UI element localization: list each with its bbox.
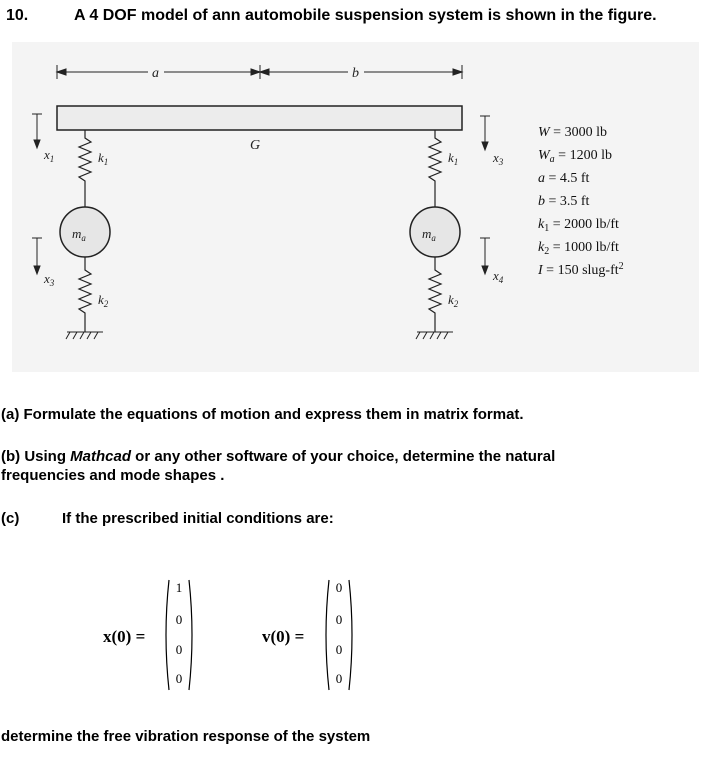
x4-label: $x_4$ [493,268,504,285]
suspension-figure [12,42,699,372]
left-wheel-mass [60,207,110,257]
question-b-rest: or any other software of your choice, determine the natural [131,448,556,465]
question-b-line2: frequencies and mode shapes . [1,467,225,484]
v0-entry-2: 0 [335,612,343,627]
x0-entry-2: 0 [175,612,183,627]
left-k1-label: $k_1$ [98,150,109,167]
question-b-prefix: (b) Using [1,448,71,465]
question-final: determine the free vibration response of the system [1,728,371,745]
dim-a-label: a [152,66,159,81]
svg-text:Wa = 1200 lb: $W_a = 1200$ lb [538,148,612,165]
x2-label: $x_3$ [493,150,504,167]
question-c-label: (c) [1,510,20,527]
x0-entry-3: 0 [175,642,183,657]
question-b-software: Mathcad [70,448,131,465]
right-ma-label: $m_a$ [422,226,436,243]
right-k2-label: $k_2$ [448,292,459,309]
question-c-text: If the prescribed initial conditions are: [62,510,334,527]
right-wheel-mass [410,207,460,257]
x0-label: x(0) = [103,627,146,646]
svg-text:k2 = 1000 lb/ft: $k_2 = 1000$ lb/ft [538,240,619,257]
v0-entry-3: 0 [335,642,343,657]
svg-text:W = 3000 lb: W = 3000 lb [538,125,607,140]
x0-entry-4: 0 [175,671,183,686]
right-k1-label: $k_1$ [448,150,459,167]
x0-vector [162,578,196,692]
svg-text:k1 = 2000 lb/ft: $k_1 = 2000$ lb/ft [538,217,619,234]
question-b-line1 [1,448,555,465]
question-a: (a) Formulate the equations of motion and express them in matrix format. [1,406,524,423]
v0-entry-4: 0 [335,671,343,686]
dim-b-label: b [352,66,359,81]
body-bar [57,106,462,130]
svg-text:a = 4.5 ft: a = 4.5 ft [538,171,590,186]
problem-statement: A 4 DOF model of ann automobile suspension system is shown in the figure. [74,7,657,24]
x3-left-label: $x_3$ [44,271,55,288]
problem-number: 10. [6,7,29,24]
x0-entry-1: 1 [175,580,183,595]
v0-vector [322,578,356,692]
v0-entry-1: 0 [335,580,343,595]
x1-label: $x_1$ [44,147,55,164]
left-k2-label: $k_2$ [98,292,109,309]
v0-label: v(0) = [262,627,305,646]
figure-background [12,42,699,372]
svg-text:I = 150 slug-ft2: I = 150 slug-$ft^2$ [538,261,624,278]
left-ma-label: $m_a$ [72,226,86,243]
svg-text:b = 3.5 ft: b = 3.5 ft [538,194,590,209]
center-g-label: G [250,138,261,153]
